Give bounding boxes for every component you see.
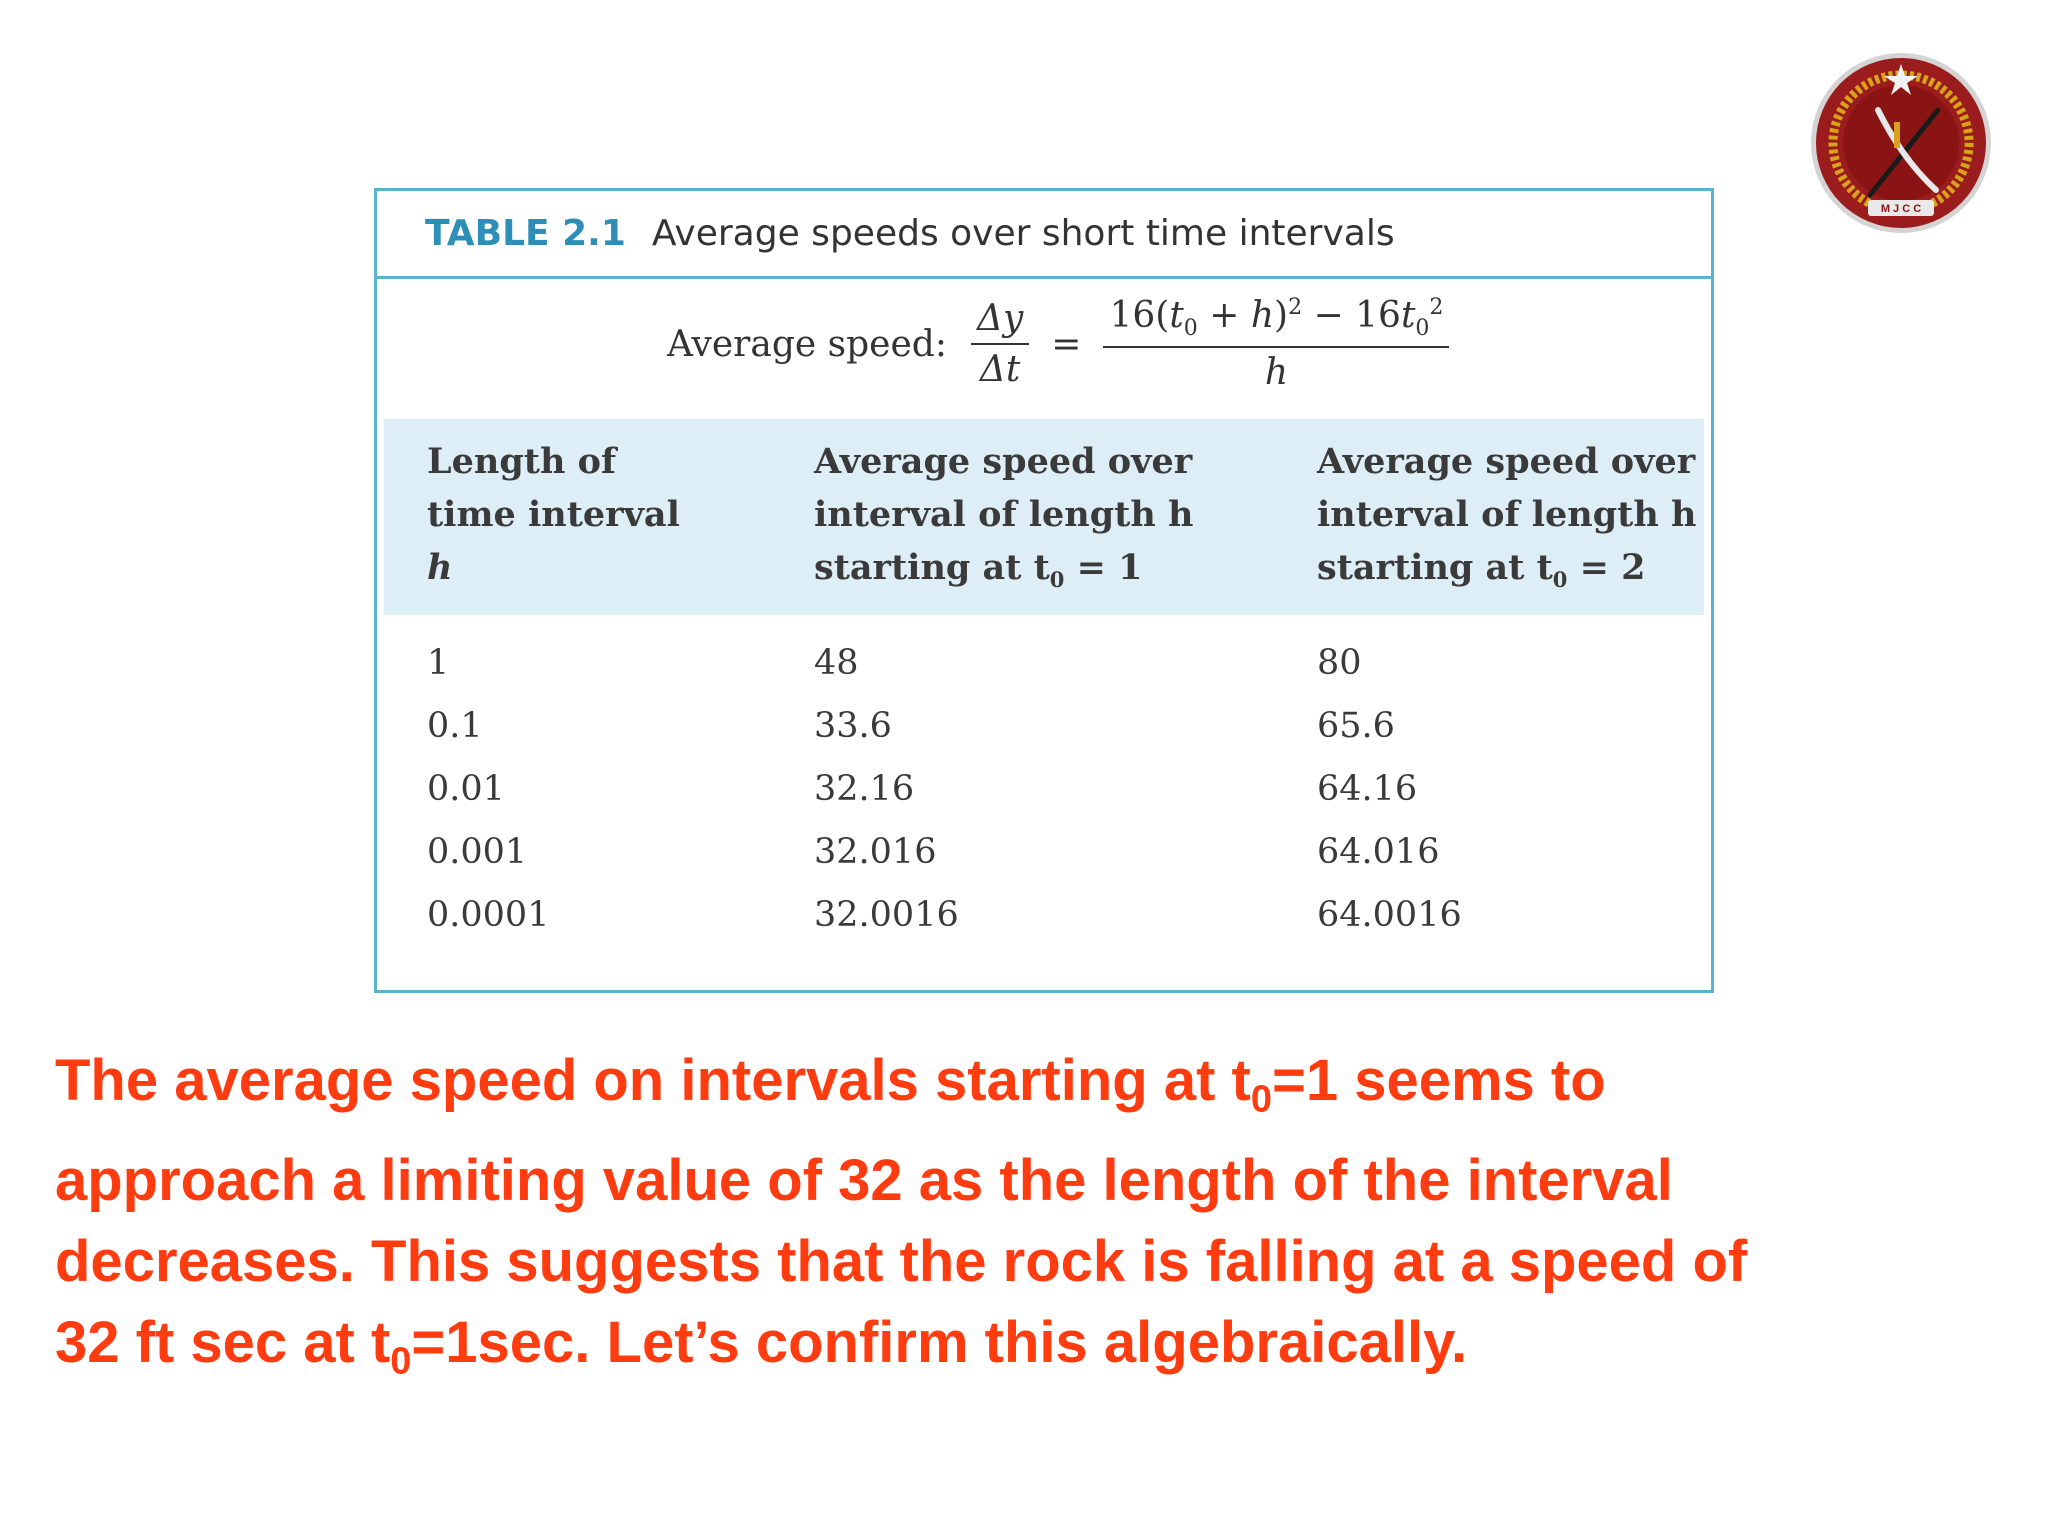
table-row [377,895,1711,958]
cell-speed-t0-2: 64.016 [1317,832,1440,872]
cell-speed-t0-2: 64.16 [1317,769,1418,809]
formula-rhs-den: h [1264,351,1289,393]
header-speed-t0-1: Average speed over interval of length h starting at $t_0 = 1$ [814,441,1194,592]
table-row [377,769,1711,832]
formula-lhs-num: Δy [976,298,1024,339]
paragraph-line: The average speed on intervals starting at $t_0=1$ seems to [55,1048,1606,1121]
header-length-of-interval: Length of time interval h [427,441,680,588]
mjcc-emblem-icon [1808,50,1994,236]
paragraph-line: 32 ft sec at $t_0=1\sec$. Let’s confirm this algebraically. [55,1310,1468,1383]
cell-speed-t0-2: 64.0016 [1317,895,1462,935]
paragraph-line: decreases. This suggests that the rock is falling at a speed of [55,1229,1748,1295]
cell-speed-t0-2: 80 [1317,643,1362,683]
formula-equals: = [1051,323,1082,365]
formula-lhs-den: Δt [979,349,1021,390]
formula-lhs-fraction [971,298,1029,390]
cell-speed-t0-1: 48 [814,643,859,683]
table-body [377,643,1711,958]
paragraph-line: approach a limiting value of 32 as the length of the interval [55,1148,1673,1214]
formula-rhs-fraction [1103,295,1449,392]
cell-speed-t0-1: 32.0016 [814,895,959,935]
caption-title: Average speeds over short time intervals [651,213,1395,254]
formula-rhs-num: $16(t_0 + h)^2 - 16t_0^2$ [1103,295,1449,347]
cell-h: 0.01 [427,769,505,809]
table-row [377,706,1711,769]
cell-h: 0.001 [427,832,528,872]
cell-speed-t0-2: 65.6 [1317,706,1395,746]
formula-label: Average speed: [667,323,947,365]
table-row [377,832,1711,895]
table-caption [377,191,1711,279]
explanation-paragraph [55,1040,2045,1403]
cell-speed-t0-1: 33.6 [814,706,892,746]
cell-h: 1 [427,643,450,683]
caption-label: TABLE 2.1 [425,213,626,254]
average-speed-formula [667,288,1459,400]
cell-speed-t0-1: 32.016 [814,832,937,872]
table-row [377,643,1711,706]
logo-text: M J C C [1880,203,1922,215]
table-2-1 [374,188,1714,993]
header-speed-t0-2: Average speed over interval of length h starting at $t_0 = 2$ [1317,441,1697,592]
cell-h: 0.0001 [427,895,550,935]
cell-speed-t0-1: 32.16 [814,769,915,809]
table-header [384,419,1704,615]
mjcc-logo [1808,50,1994,236]
cell-h: 0.1 [427,706,483,746]
